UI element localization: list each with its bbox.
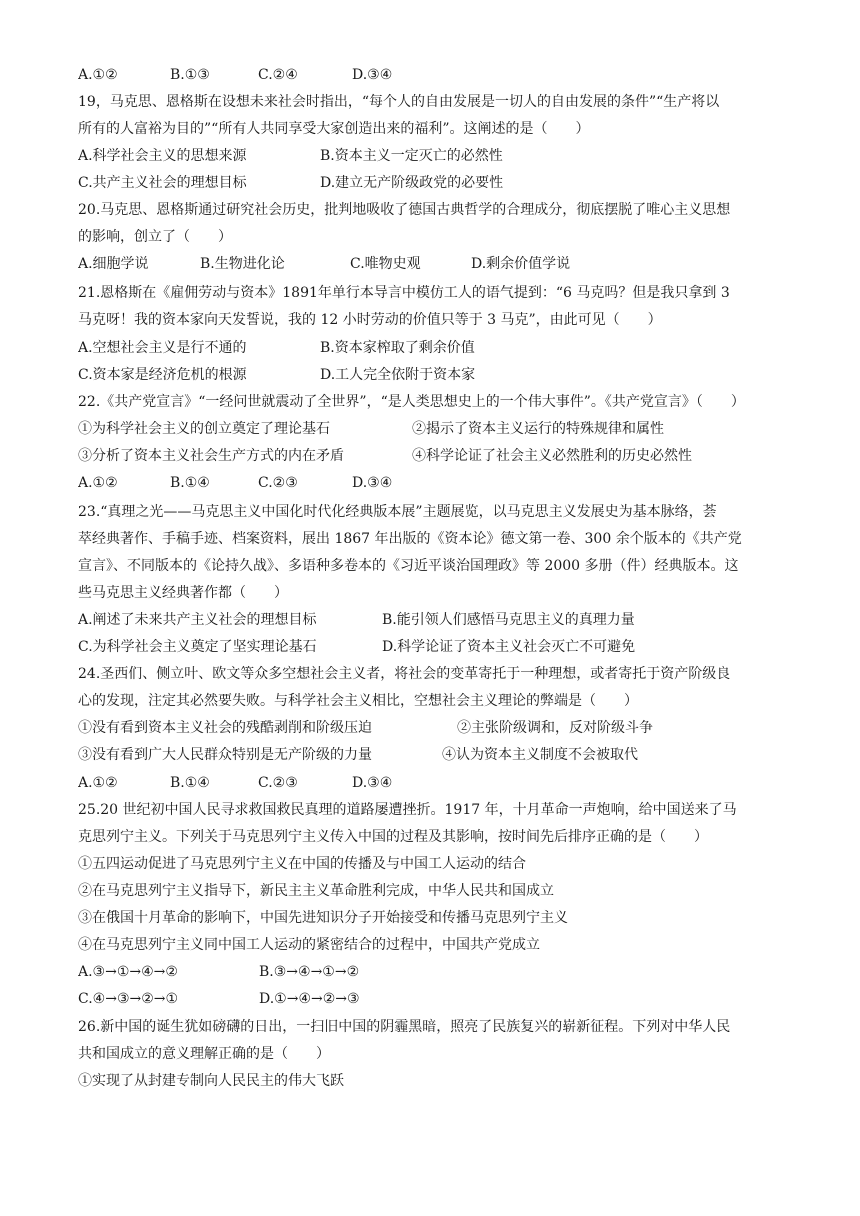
statement-1: ①没有看到资本主义社会的残酷剥削和阶级压迫 [78,720,372,736]
question-19-options [78,171,790,195]
question-23-stem: 萃经典著作、手稿手迹、档案资料，展出 1867 年出版的《资本论》德文第一卷、300 余个版本的《共产党 [78,531,742,547]
question-23-stem: 23.“真理之光——马克思主义中国化时代化经典版本展”主题展览，以马克思主义发展史为基本脉络，荟 [78,504,717,520]
question-25-options [78,960,790,984]
question-22-stem: 22.《共产党宣言》“一经问世就震动了全世界”，“是人类思想史上的一个伟大事件”。《共产党宣言》（ ） [78,394,745,410]
option-a: A.空想社会主义是行不通的 [78,340,247,356]
option-d: D.③④ [352,67,393,83]
option-c: C.②③ [258,775,298,791]
statement-2: ②主张阶级调和，反对阶级斗争 [457,720,653,736]
option-d: D.①→④→②→③ [259,991,360,1007]
option-d: D.剩余价值学说 [471,256,571,272]
question-22-statements [78,444,790,468]
statement-1: ①为科学社会主义的创立奠定了理论基石 [78,421,330,437]
question-24-statements [78,716,790,740]
question-18-options [78,63,790,87]
question-23-options [78,635,790,659]
question-25-statement-1: ①五四运动促进了马克思列宁主义在中国的传播及与中国工人运动的结合 [78,856,526,872]
question-19-stem: 19，马克思、恩格斯在设想未来社会时指出，“每个人的自由发展是一切人的自由发展的条件”“生产将以 [78,94,720,110]
option-a: A.阐述了未来共产主义社会的理想目标 [78,612,317,628]
option-b: B.③→④→①→② [259,964,360,980]
option-c: C.资本家是经济危机的根源 [78,367,247,383]
question-21-stem: 21.恩格斯在《雇佣劳动与资本》1891年单行本导言中模仿工人的语气提到：“6 马克吗？但是我只拿到 3 [78,285,730,301]
option-d: D.③④ [352,475,393,491]
statement-3: ③分析了资本主义社会生产方式的内在矛盾 [78,448,344,464]
option-d: D.③④ [352,775,393,791]
question-19-options [78,144,790,168]
question-24-stem: 心的发现，注定其必然要失败。与科学社会主义相比，空想社会主义理论的弊端是（ ） [78,693,638,709]
option-c: C.②④ [258,67,298,83]
question-25-statement-4: ④在马克思列宁主义同中国工人运动的紧密结合的过程中，中国共产党成立 [78,937,540,953]
statement-2: ②揭示了资本主义运行的特殊规律和属性 [412,421,664,437]
option-c: C.④→③→②→① [78,991,179,1007]
option-c: C.唯物史观 [350,256,421,272]
option-b: B.资本主义一定灭亡的必然性 [320,148,503,164]
question-21-options [78,363,790,387]
question-26-stem: 共和国成立的意义理解正确的是（ ） [78,1046,330,1062]
option-a: A.①② [78,67,118,83]
question-25-options [78,987,790,1011]
option-b: B.①④ [170,775,210,791]
option-a: A.细胞学说 [78,256,149,272]
question-25-stem: 25.20 世纪初中国人民寻求救国救民真理的道路屡遭挫折。1917 年，十月革命一声炮响，给中国送来了马 [78,802,737,818]
option-a: A.③→①→④→② [78,964,178,980]
option-b: B.生物进化论 [200,256,285,272]
option-b: B.①④ [170,475,210,491]
question-21-options [78,336,790,360]
option-a: A.①② [78,775,118,791]
question-20-stem: 20.马克思、恩格斯通过研究社会历史，批判地吸收了德国古典哲学的合理成分，彻底摆脱了唯心主义思想 [78,202,731,218]
statement-4: ④科学论证了社会主义必然胜利的历史必然性 [412,448,692,464]
statement-3: ③没有看到广大人民群众特别是无产阶级的力量 [78,747,372,763]
question-22-statements [78,417,790,441]
question-26-stem: 26.新中国的诞生犹如磅礴的日出，一扫旧中国的阴霾黑暗，照亮了民族复兴的崭新征程。下列对中华人民 [78,1019,731,1035]
question-26-statement-1: ①实现了从封建专制向人民民主的伟大飞跃 [78,1073,344,1089]
option-b: B.能引领人们感悟马克思主义的真理力量 [382,612,635,628]
question-23-stem: 宣言》、不同版本的《论持久战》、多语种多卷本的《习近平谈治国理政》等 2000 多册（件）经典版本。这 [78,558,739,574]
question-24-options [78,771,790,795]
question-20-options [78,252,790,276]
option-b: B.资本家榨取了剩余价值 [320,340,475,356]
question-24-stem: 24.圣西们、侧立叶、欧文等众多空想社会主义者，将社会的变革寄托于一种理想，或者寄托于资产阶级良 [78,666,731,682]
question-25-statement-2: ②在马克思列宁主义指导下，新民主主义革命胜利完成，中华人民共和国成立 [78,883,554,899]
question-19-stem: 所有的人富裕为目的”“所有人共同享受大家创造出来的福利”。这阐述的是（ ） [78,121,590,137]
option-d: D.工人完全依附于资本家 [320,367,476,383]
option-c: C.为科学社会主义奠定了坚实理论基石 [78,639,317,655]
question-20-stem: 的影响，创立了（ ） [78,229,232,245]
option-d: D.建立无产阶级政党的必要性 [320,175,504,191]
statement-4: ④认为资本主义制度不会被取代 [442,747,638,763]
question-24-statements [78,743,790,767]
option-b: B.①③ [170,67,210,83]
option-a: A.科学社会主义的思想来源 [78,148,247,164]
option-c: C.②③ [258,475,298,491]
question-23-options [78,608,790,632]
question-22-options [78,471,790,495]
option-c: C.共产主义社会的理想目标 [78,175,247,191]
question-23-stem: 些马克思主义经典著作都（ ） [78,585,288,601]
question-25-statement-3: ③在俄国十月革命的影响下，中国先进知识分子开始接受和传播马克思列宁主义 [78,910,568,926]
option-d: D.科学论证了资本主义社会灭亡不可避免 [382,639,636,655]
question-21-stem: 马克呀！我的资本家向天发誓说，我的 12 小时劳动的价值只等于 3 马克”，由此可见（ ） [78,312,662,328]
option-a: A.①② [78,475,118,491]
question-25-stem: 克思列宁主义。下列关于马克思列宁主义传入中国的过程及其影响，按时间先后排序正确的是（ ） [78,829,708,845]
